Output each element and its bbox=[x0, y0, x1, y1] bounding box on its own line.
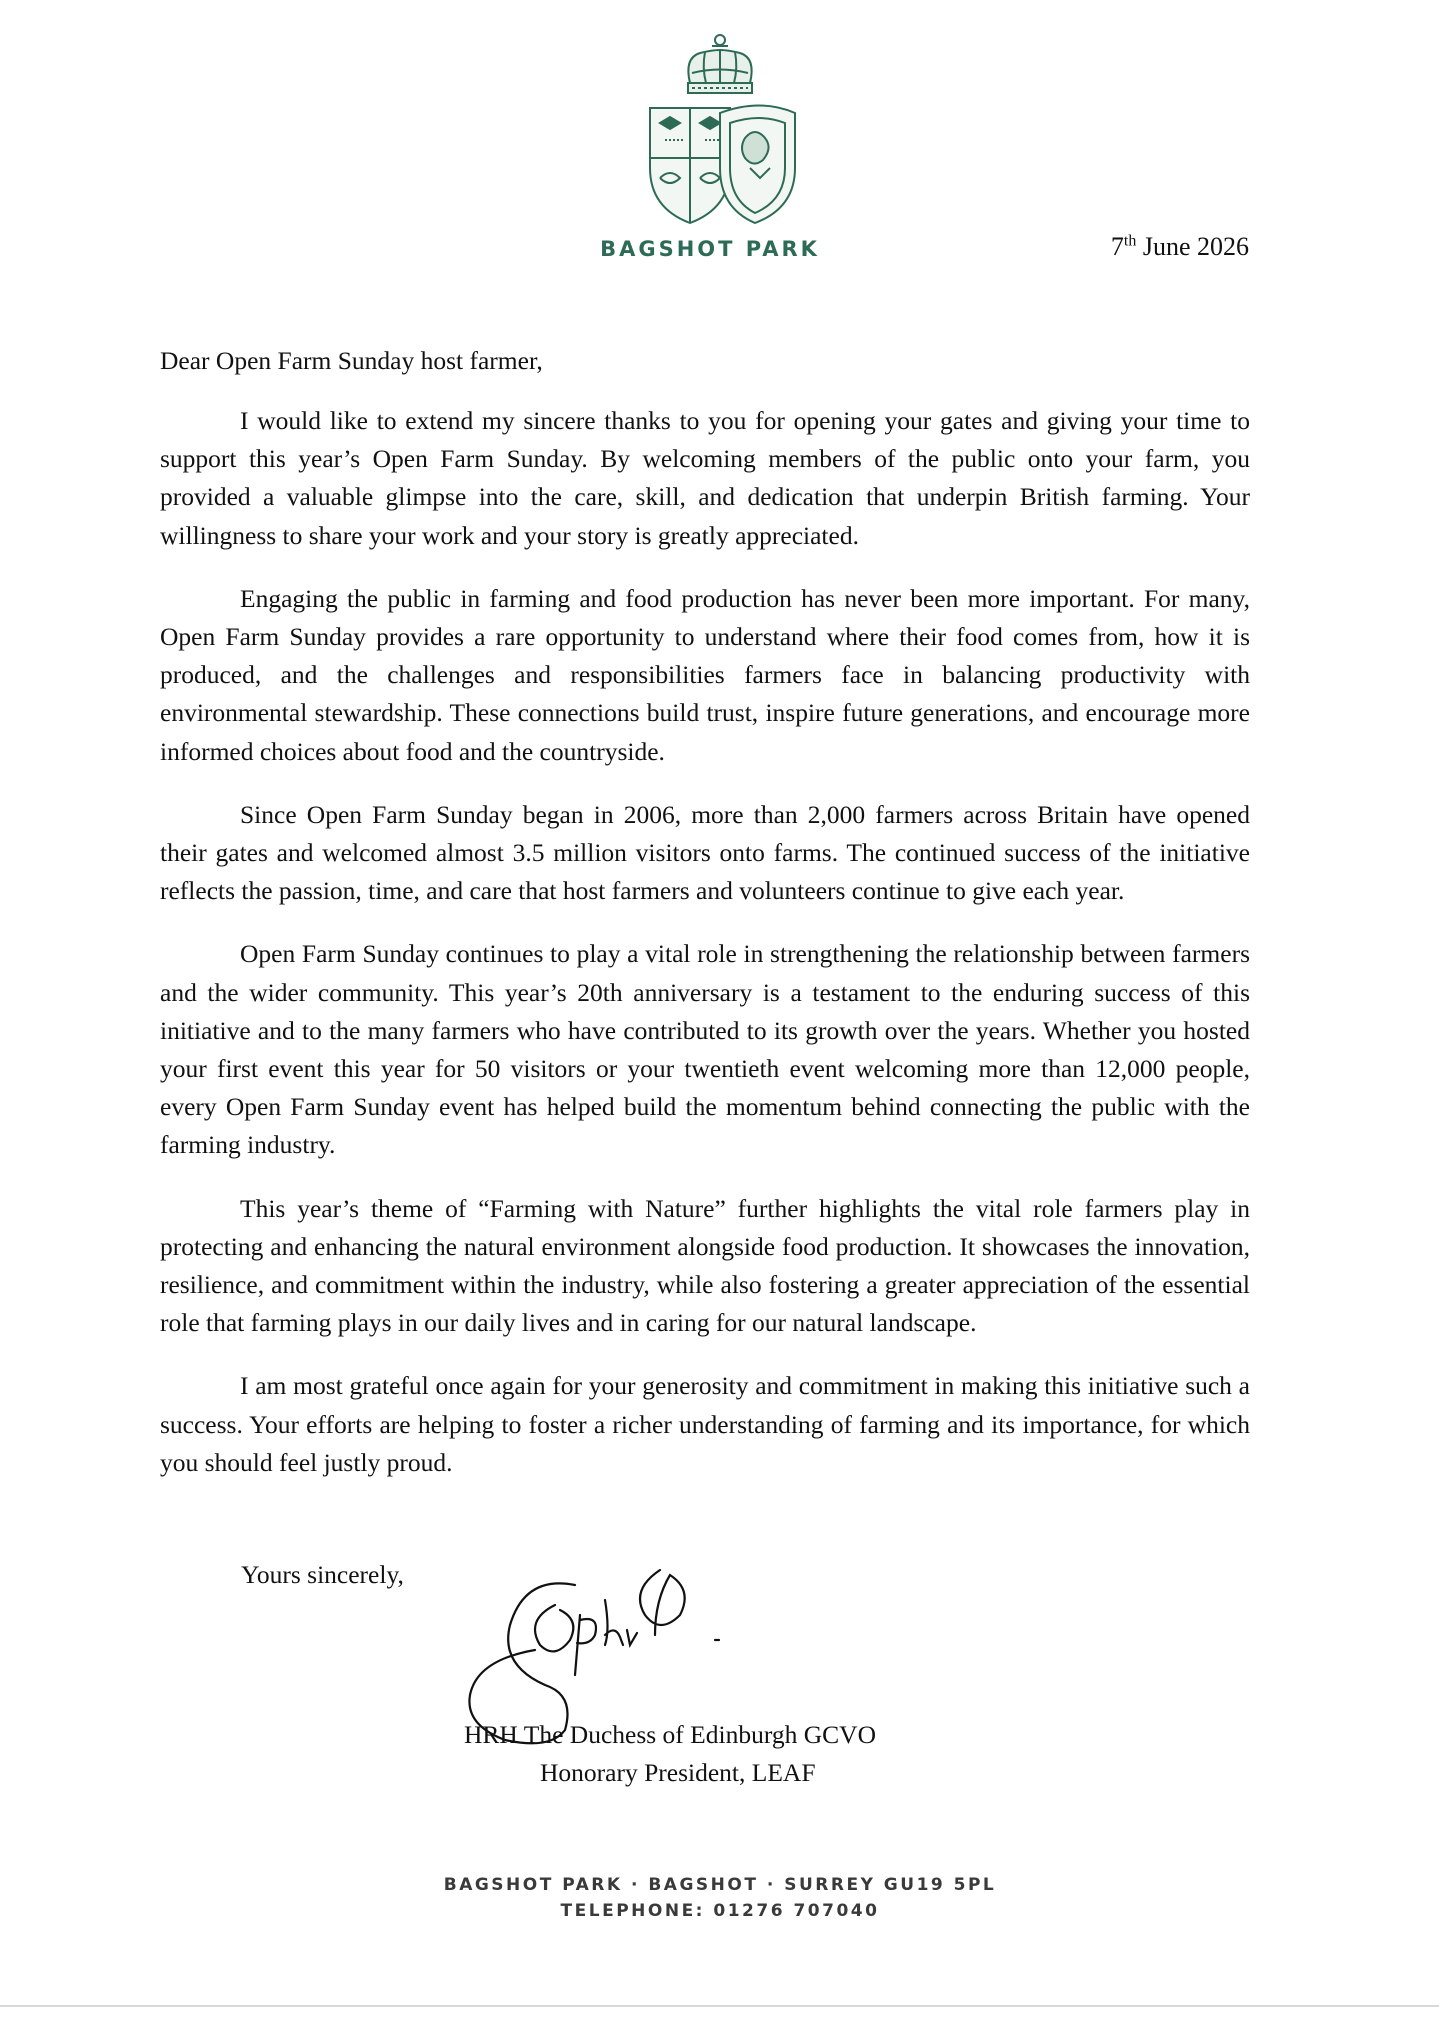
body-paragraph: Open Farm Sunday continues to play a vital role in strengthening the relationship between farmers and the wider community. This year’s 20th anniversary is a testament to the enduring success of this initiative and to the many farmers who have contributed to its growth over the years. Whether you hosted your first event this year for 50 visitors or your twentieth event welcoming more than 12,000 people, every Open Farm Sunday event has helped build the momentum behind connecting the public with the farming industry. bbox=[160, 939, 1250, 1160]
date-day: 7 bbox=[1110, 232, 1124, 261]
letter-body bbox=[160, 402, 1250, 1507]
letterhead-footer bbox=[320, 1872, 1120, 1924]
closing: Yours sincerely, bbox=[241, 1560, 404, 1589]
body-paragraph: Engaging the public in farming and food production has never been more important. For many, Open Farm Sunday provides a rare opportunity to understand where their food comes from, how it is produced, and the challenges and responsibilities farmers face in balancing productivity with environmental stewardship. These connections build trust, inspire future generations, and encourage more informed choices about food and the countryside. bbox=[160, 583, 1250, 766]
letter-date bbox=[1111, 232, 1249, 262]
signatory-name: HRH The Duchess of Edinburgh GCVO bbox=[464, 1720, 876, 1749]
date-suffix: th bbox=[1123, 232, 1137, 250]
page-divider bbox=[0, 2005, 1439, 2007]
body-paragraph: I am most grateful once again for your generosity and commitment in making this initiative such a success. Your efforts are helping to foster a richer understanding of farming and its importance, for which you should feel justly proud. bbox=[160, 1371, 1250, 1477]
body-paragraph: Since Open Farm Sunday began in 2006, more than 2,000 farmers across Britain have opened their gates and welcomed almost 3.5 million visitors onto farms. The continued success of the initiative reflects the passion, time, and care that host farmers and volunteers continue to give each year. bbox=[160, 799, 1250, 906]
date-month-year: June 2026 bbox=[1142, 232, 1249, 261]
signatory-title: Honorary President, LEAF bbox=[540, 1758, 816, 1787]
signatory-block bbox=[460, 1716, 960, 1792]
letterhead-name: BAGSHOT PARK bbox=[600, 237, 820, 261]
footer-address: BAGSHOT PARK · BAGSHOT · SURREY GU19 5PL bbox=[443, 1875, 997, 1895]
footer-telephone: TELEPHONE: 01276 707040 bbox=[560, 1901, 880, 1921]
body-paragraph: I would like to extend my sincere thanks to you for opening your gates and giving your time to support this year’s Open Farm Sunday. By welcoming members of the public onto your farm, you provided a valuable glimpse into the care, skill, and dedication that underpin British farming. Your willingness to share your work and your story is greatly appreciated. bbox=[160, 406, 1250, 550]
royal-crest-icon bbox=[620, 28, 820, 228]
salutation: Dear Open Farm Sunday host farmer, bbox=[160, 346, 543, 375]
body-paragraph: This year’s theme of “Farming with Nature” further highlights the vital role farmers play in protecting and enhancing the natural environment alongside food production. It showcases the innovation, resilience, and commitment within the industry, while also fostering a greater appreciation of the essential role that farming plays in our daily lives and in caring for our natural landscape. bbox=[160, 1193, 1250, 1338]
signature-image bbox=[455, 1545, 775, 1745]
